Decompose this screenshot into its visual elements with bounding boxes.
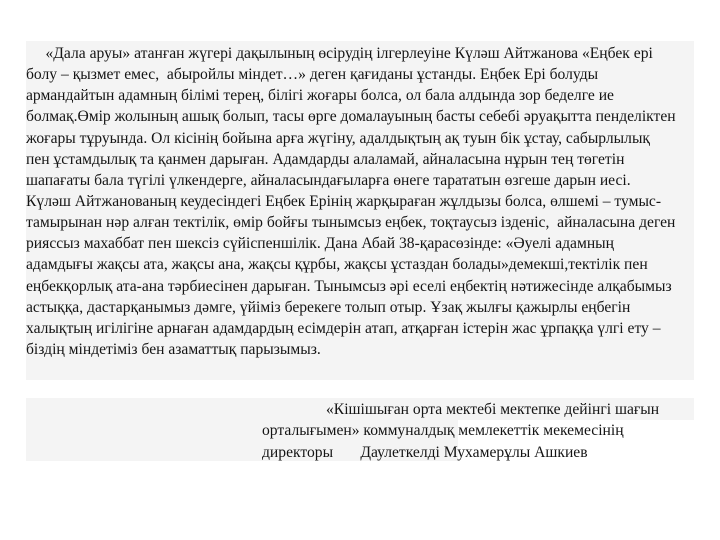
- paragraph-line: халықтың игілігіне арнаған адамдардың есімдерін атап, атқарған істерін жас ұрпаққа үлгі ету –: [26, 319, 661, 337]
- paragraph-line: шапағаты бала түгілі үлкендерге, айналасындағыларға өнеге тарататын өзгеше дарын иесі.: [26, 171, 631, 189]
- paragraph-line: адамдығы жақсы ата, жақсы ана, жақсы құрбы, жақсы ұстаздан болады»демекші,тектілік пен: [26, 256, 648, 274]
- paragraph-line: тамырынан нәр алған тектілік, өмір бойғы тынымсыз еңбек, тоқтаусыз ізденіс, айналасына деген: [26, 214, 676, 232]
- signature-line-organization: «Кішішыған орта мектебі мектепке дейінгі шағын: [326, 401, 660, 418]
- signature-line-director: директоры Даулеткелді Мухамерұлы Ашкиев: [262, 443, 588, 461]
- paragraph-line: жоғары тұруында. Ол кісінің бойына арға жүгіну, адалдықтың ақ туын бік ұстау, сабырлылық: [26, 129, 650, 147]
- paragraph-line: рияссыз махаббат пен шексіз сүйіспеншілік. Дана Абай 38-қарасөзінде: «Әуелі адамның: [26, 235, 615, 253]
- paragraph-line: пен ұстамдылық та қанмен дарыған. Адамдарды алаламай, айналасына нұрын тең төгетін: [26, 150, 625, 168]
- paragraph-line: «Дала аруы» атанған жүгері дақылының өсірудің ілгерлеуіне Күләш Айтжанова «Еңбек ері: [26, 45, 653, 62]
- paragraph-line: болмақ.Өмір жолының ашық болып, тасы өрге домалауының басты себебі әруақытта пенделіктен: [26, 108, 676, 126]
- paragraph-line: армандайтын адамның білімі терең, білігі жоғары болса, ол бала алдында зор беделге ие: [26, 87, 614, 105]
- signature-line-institution: орталығымен» коммуналдық мемлекеттік мекемесінің: [262, 422, 624, 440]
- paragraph-line: біздің міндетіміз бен азаматтық парызымыз.: [26, 340, 321, 358]
- paragraph-line: еңбекқорлық ата-ана тәрбиесінен дарыған. Тынымсыз әрі еселі еңбектің нәтижесінде алқабымыз: [26, 277, 672, 295]
- paragraph-line: болу – қызмет емес, абыройлы міндет…» деген қағиданы ұстанды. Еңбек Ері болуды: [26, 66, 599, 84]
- main-paragraph: [26, 43, 694, 360]
- signature-block: [262, 399, 692, 463]
- paragraph-line: астыққа, дастарқанымыз дәмге, үйіміз берекеге толып отыр. Ұзақ жылғы қажырлы еңбегін: [26, 298, 631, 316]
- paragraph-line: Күләш Айтжанованың кеудесіндегі Еңбек Ерінің жарқыраған жұлдызы болса, өлшемі – тумыс-: [26, 192, 662, 210]
